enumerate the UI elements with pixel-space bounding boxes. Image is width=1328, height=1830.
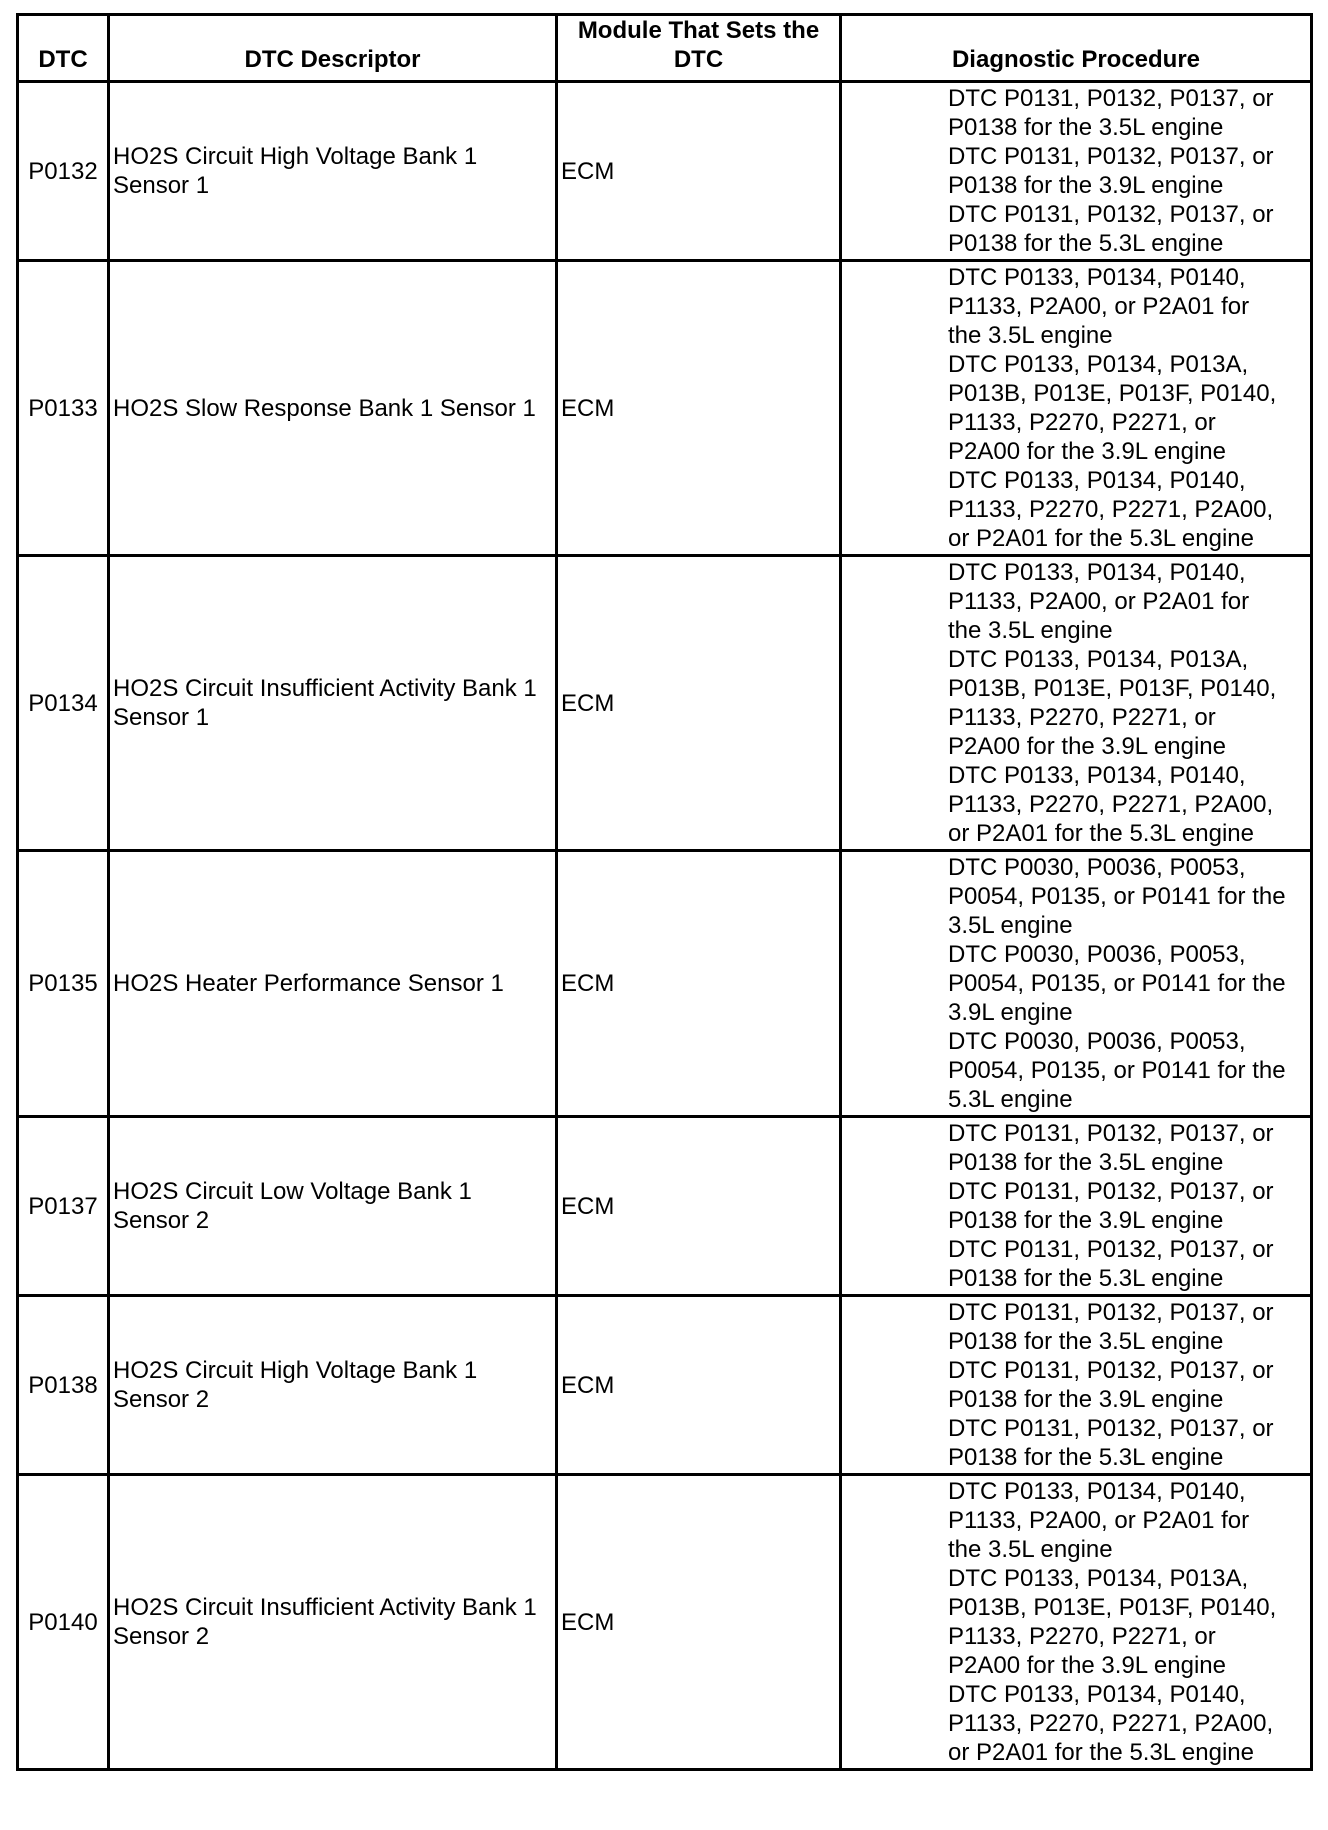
procedure-line: P1133, P2270, P2271, P2A00, [948, 1710, 1274, 1737]
diagnostic-procedure-cell [841, 261, 1312, 556]
procedure-line: DTC P0131, P0132, P0137, or [948, 85, 1274, 112]
header-dtc: DTC [18, 15, 109, 82]
procedure-line: P1133, P2270, P2271, P2A00, [948, 496, 1274, 523]
procedure-line: P1133, P2A00, or P2A01 for [948, 588, 1250, 615]
procedure-line: DTC P0131, P0132, P0137, or [948, 201, 1274, 228]
procedure-line: or P2A01 for the 5.3L engine [948, 1739, 1254, 1766]
procedure-line: P2A00 for the 3.9L engine [948, 438, 1226, 465]
dtc-code-cell: P0134 [18, 556, 109, 851]
procedure-line: P0054, P0135, or P0141 for the [948, 1057, 1286, 1084]
procedure-line: DTC P0131, P0132, P0137, or [948, 1299, 1274, 1326]
module-cell: ECM [557, 261, 841, 556]
procedure-line: DTC P0131, P0132, P0137, or [948, 1415, 1274, 1442]
module-cell: ECM [557, 1296, 841, 1475]
module-cell: ECM [557, 1117, 841, 1296]
header-procedure: Diagnostic Procedure [841, 15, 1312, 82]
table-row [18, 1296, 1312, 1475]
procedure-line: P2A00 for the 3.9L engine [948, 1652, 1226, 1679]
module-cell: ECM [557, 556, 841, 851]
procedure-line: the 3.5L engine [948, 322, 1113, 349]
header-module: Module That Sets the DTC [557, 15, 841, 82]
module-cell: ECM [557, 851, 841, 1117]
procedure-line: P0138 for the 5.3L engine [948, 1265, 1224, 1292]
diagnostic-procedure-cell [841, 556, 1312, 851]
table-row [18, 556, 1312, 851]
procedure-line: P013B, P013E, P013F, P0140, [948, 675, 1277, 702]
procedure-line: the 3.5L engine [948, 617, 1113, 644]
procedure-line: DTC P0030, P0036, P0053, [948, 941, 1246, 968]
procedure-line: P013B, P013E, P013F, P0140, [948, 1594, 1277, 1621]
table-row [18, 1117, 1312, 1296]
procedure-line: P0138 for the 3.9L engine [948, 1386, 1224, 1413]
dtc-descriptor-cell: HO2S Circuit Insufficient Activity Bank 1 Sensor 2 [109, 1475, 557, 1770]
diagnostic-procedure-cell [841, 1296, 1312, 1475]
procedure-line: DTC P0133, P0134, P0140, [948, 1478, 1246, 1505]
table-row [18, 851, 1312, 1117]
procedure-line: or P2A01 for the 5.3L engine [948, 820, 1254, 847]
procedure-line: the 3.5L engine [948, 1536, 1113, 1563]
procedure-line: P0138 for the 3.5L engine [948, 1328, 1224, 1355]
dtc-code-cell: P0140 [18, 1475, 109, 1770]
procedure-line: DTC P0133, P0134, P013A, [948, 351, 1249, 378]
dtc-code-cell: P0133 [18, 261, 109, 556]
procedure-line: P0054, P0135, or P0141 for the [948, 970, 1286, 997]
procedure-line: P1133, P2A00, or P2A01 for [948, 1507, 1250, 1534]
procedure-line: DTC P0133, P0134, P0140, [948, 467, 1246, 494]
procedure-line: 5.3L engine [948, 1086, 1073, 1113]
diagnostic-procedure-cell [841, 82, 1312, 261]
module-cell: ECM [557, 82, 841, 261]
table-body [18, 82, 1312, 1770]
procedure-line: P1133, P2270, P2271, or [948, 409, 1216, 436]
procedure-line: DTC P0030, P0036, P0053, [948, 1028, 1246, 1055]
procedure-line: P1133, P2270, P2271, P2A00, [948, 791, 1274, 818]
procedure-line: DTC P0030, P0036, P0053, [948, 854, 1246, 881]
procedure-line: DTC P0133, P0134, P0140, [948, 762, 1246, 789]
diagnostic-procedure-cell [841, 1117, 1312, 1296]
procedure-line: DTC P0133, P0134, P0140, [948, 1681, 1246, 1708]
procedure-line: 3.9L engine [948, 999, 1073, 1026]
procedure-line: DTC P0131, P0132, P0137, or [948, 1357, 1274, 1384]
procedure-line: DTC P0133, P0134, P013A, [948, 646, 1249, 673]
procedure-line: P0138 for the 3.5L engine [948, 1149, 1224, 1176]
dtc-code-cell: P0132 [18, 82, 109, 261]
diagnostic-procedure-cell [841, 1475, 1312, 1770]
dtc-code-cell: P0137 [18, 1117, 109, 1296]
procedure-line: DTC P0131, P0132, P0137, or [948, 1120, 1274, 1147]
dtc-code-cell: P0135 [18, 851, 109, 1117]
dtc-descriptor-cell: HO2S Heater Performance Sensor 1 [109, 851, 557, 1117]
procedure-line: P0138 for the 3.9L engine [948, 1207, 1224, 1234]
table-header [18, 15, 1312, 82]
diagnostic-procedure-cell [841, 851, 1312, 1117]
procedure-line: DTC P0133, P0134, P0140, [948, 264, 1246, 291]
header-descriptor: DTC Descriptor [109, 15, 557, 82]
procedure-line: DTC P0131, P0132, P0137, or [948, 143, 1274, 170]
dtc-descriptor-cell: HO2S Circuit High Voltage Bank 1 Sensor 1 [109, 82, 557, 261]
procedure-line: P2A00 for the 3.9L engine [948, 733, 1226, 760]
procedure-line: P013B, P013E, P013F, P0140, [948, 380, 1277, 407]
dtc-code-cell: P0138 [18, 1296, 109, 1475]
procedure-line: P0138 for the 3.5L engine [948, 114, 1224, 141]
dtc-descriptor-cell: HO2S Circuit High Voltage Bank 1 Sensor 2 [109, 1296, 557, 1475]
table-row [18, 261, 1312, 556]
dtc-table [16, 13, 1313, 1771]
dtc-descriptor-cell: HO2S Circuit Insufficient Activity Bank 1 Sensor 1 [109, 556, 557, 851]
module-cell: ECM [557, 1475, 841, 1770]
procedure-line: DTC P0131, P0132, P0137, or [948, 1236, 1274, 1263]
procedure-line: P0138 for the 5.3L engine [948, 230, 1224, 257]
procedure-line: DTC P0133, P0134, P0140, [948, 559, 1246, 586]
procedure-line: P1133, P2270, P2271, or [948, 1623, 1216, 1650]
procedure-line: P0138 for the 3.9L engine [948, 172, 1224, 199]
procedure-line: DTC P0131, P0132, P0137, or [948, 1178, 1274, 1205]
procedure-line: or P2A01 for the 5.3L engine [948, 525, 1254, 552]
procedure-line: DTC P0133, P0134, P013A, [948, 1565, 1249, 1592]
procedure-line: P0054, P0135, or P0141 for the [948, 883, 1286, 910]
procedure-line: P0138 for the 5.3L engine [948, 1444, 1224, 1471]
procedure-line: 3.5L engine [948, 912, 1073, 939]
procedure-line: P1133, P2270, P2271, or [948, 704, 1216, 731]
procedure-line: P1133, P2A00, or P2A01 for [948, 293, 1250, 320]
dtc-descriptor-cell: HO2S Circuit Low Voltage Bank 1 Sensor 2 [109, 1117, 557, 1296]
table-row [18, 1475, 1312, 1770]
header-row [18, 15, 1312, 82]
dtc-descriptor-cell: HO2S Slow Response Bank 1 Sensor 1 [109, 261, 557, 556]
table-row [18, 82, 1312, 261]
